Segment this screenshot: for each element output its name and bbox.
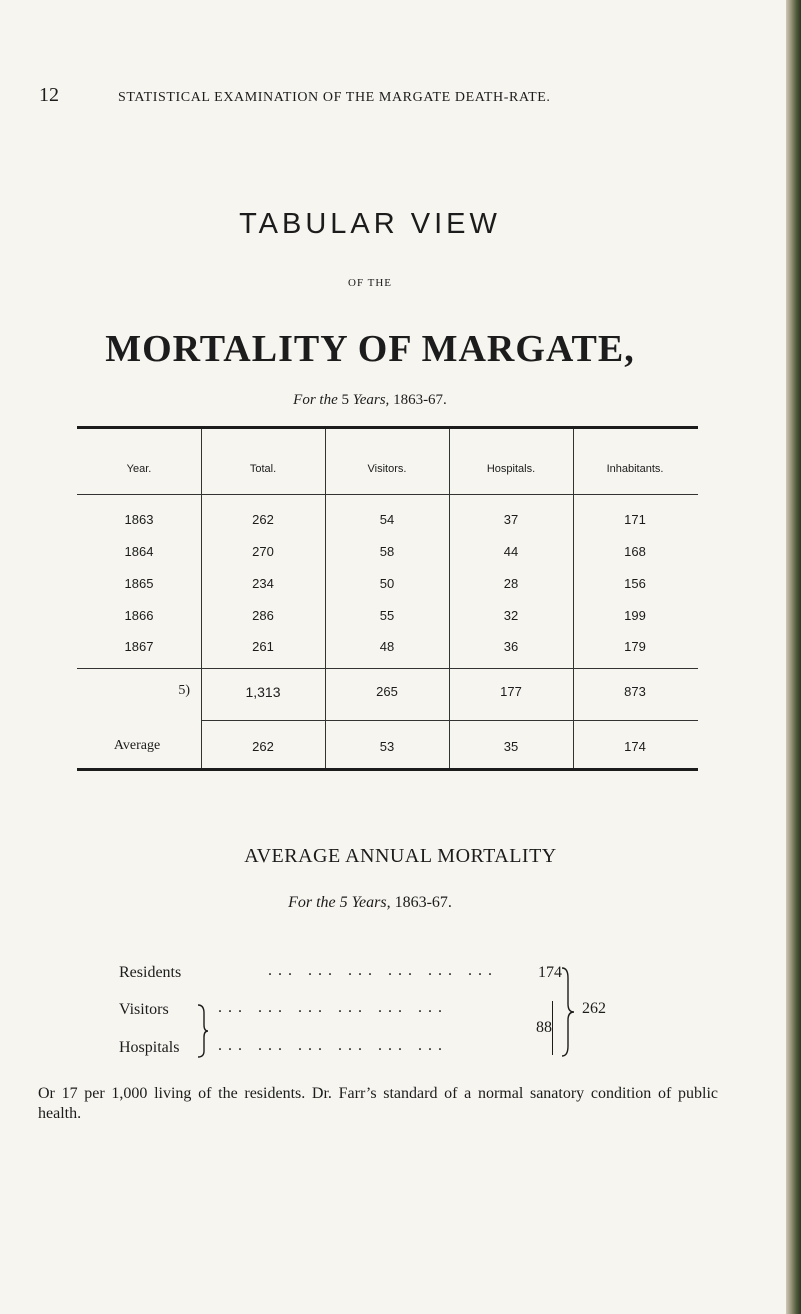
title-period-years-word: Years, (352, 392, 390, 408)
header-inhabitants: Inhabitants. (606, 463, 664, 475)
cell-total: 270 (252, 544, 274, 559)
header-visitors: Visitors. (367, 463, 407, 475)
mortality-table (77, 426, 698, 770)
header-year: Year. (126, 463, 152, 475)
header-total: Total. (249, 463, 277, 475)
average-annual-mortality-title: AVERAGE ANNUAL MORTALITY (244, 845, 557, 867)
visitors-hospitals-brace (196, 1003, 210, 1059)
cell-year: 1863 (124, 512, 154, 527)
total-inhabitants: 873 (624, 684, 646, 699)
cell-total: 261 (252, 639, 274, 654)
residents-label: Residents (119, 964, 182, 981)
total-hospitals: 177 (500, 684, 522, 699)
cell-year: 1864 (124, 544, 154, 559)
col-divider-1 (201, 429, 202, 768)
cell-total: 262 (252, 512, 274, 527)
table-top-rule (77, 426, 698, 429)
cell-hospitals: 36 (503, 639, 519, 654)
cell-year: 1865 (124, 576, 154, 591)
residents-value: 174 (538, 964, 562, 981)
col-divider-2 (325, 429, 326, 768)
cell-hospitals: 32 (503, 608, 519, 623)
cell-year: 1867 (124, 639, 154, 654)
cell-visitors: 50 (379, 576, 395, 591)
visitors-hospitals-value: 88 (536, 1019, 552, 1036)
title-period-for-the: For the (293, 392, 338, 408)
conclusion-paragraph: Or 17 per 1,000 living of the residents. Dr. Farr’s standard of a normal sanatory condition of public health. (38, 1085, 718, 1122)
title-mortality-of-margate: MORTALITY OF MARGATE, (105, 328, 635, 370)
hospitals-dots: ... ... ... ... ... ... (218, 1037, 448, 1054)
cell-visitors: 54 (379, 512, 395, 527)
table-body-rule (77, 668, 698, 669)
col-divider-4 (573, 429, 574, 768)
table-header-rule (77, 494, 698, 495)
page-number: 12 (39, 84, 59, 106)
cell-inhabitants: 156 (624, 576, 646, 591)
title-period-years: 1863-67. (393, 392, 447, 408)
visitors-dots: ... ... ... ... ... ... (218, 999, 448, 1016)
grand-total-value: 262 (582, 1000, 606, 1017)
avg-subtitle-years: 1863-67. (394, 894, 452, 911)
total-row-label: 5) (178, 683, 190, 698)
cell-inhabitants: 199 (624, 608, 646, 623)
total-brace (560, 966, 580, 1058)
cell-visitors: 58 (379, 544, 395, 559)
average-visitors: 53 (379, 739, 395, 754)
average-total: 262 (252, 739, 274, 754)
title-period-five: 5 (341, 392, 349, 408)
cell-visitors: 48 (379, 639, 395, 654)
cell-hospitals: 37 (503, 512, 519, 527)
page-edge-shadow (786, 0, 801, 1314)
cell-inhabitants: 168 (624, 544, 646, 559)
cell-hospitals: 44 (503, 544, 519, 559)
cell-inhabitants: 171 (624, 512, 646, 527)
title-tabular-view: TABULAR VIEW (239, 208, 501, 240)
running-head: STATISTICAL EXAMINATION OF THE MARGATE DEATH-RATE. (118, 90, 551, 105)
subtotal-rule (552, 1001, 553, 1055)
average-inhabitants: 174 (624, 739, 646, 754)
title-period (0, 392, 740, 409)
col-divider-3 (449, 429, 450, 768)
title-of-the: OF THE (348, 277, 392, 289)
cell-visitors: 55 (379, 608, 395, 623)
visitors-label: Visitors (119, 1001, 169, 1018)
cell-inhabitants: 179 (624, 639, 646, 654)
average-row-label: Average (113, 738, 161, 753)
cell-year: 1866 (124, 608, 154, 623)
cell-total: 286 (252, 608, 274, 623)
cell-hospitals: 28 (503, 576, 519, 591)
total-visitors: 265 (376, 684, 398, 699)
residents-dots: ... ... ... ... ... ... (268, 962, 498, 979)
header-hospitals: Hospitals. (486, 463, 536, 475)
total-total: 1,313 (245, 684, 281, 700)
average-annual-mortality-subtitle (0, 894, 740, 912)
cell-total: 234 (252, 576, 274, 591)
average-hospitals: 35 (503, 739, 519, 754)
table-bottom-rule (77, 768, 698, 771)
hospitals-label: Hospitals (119, 1039, 180, 1056)
avg-subtitle-italic: For the 5 Years, (288, 894, 391, 911)
